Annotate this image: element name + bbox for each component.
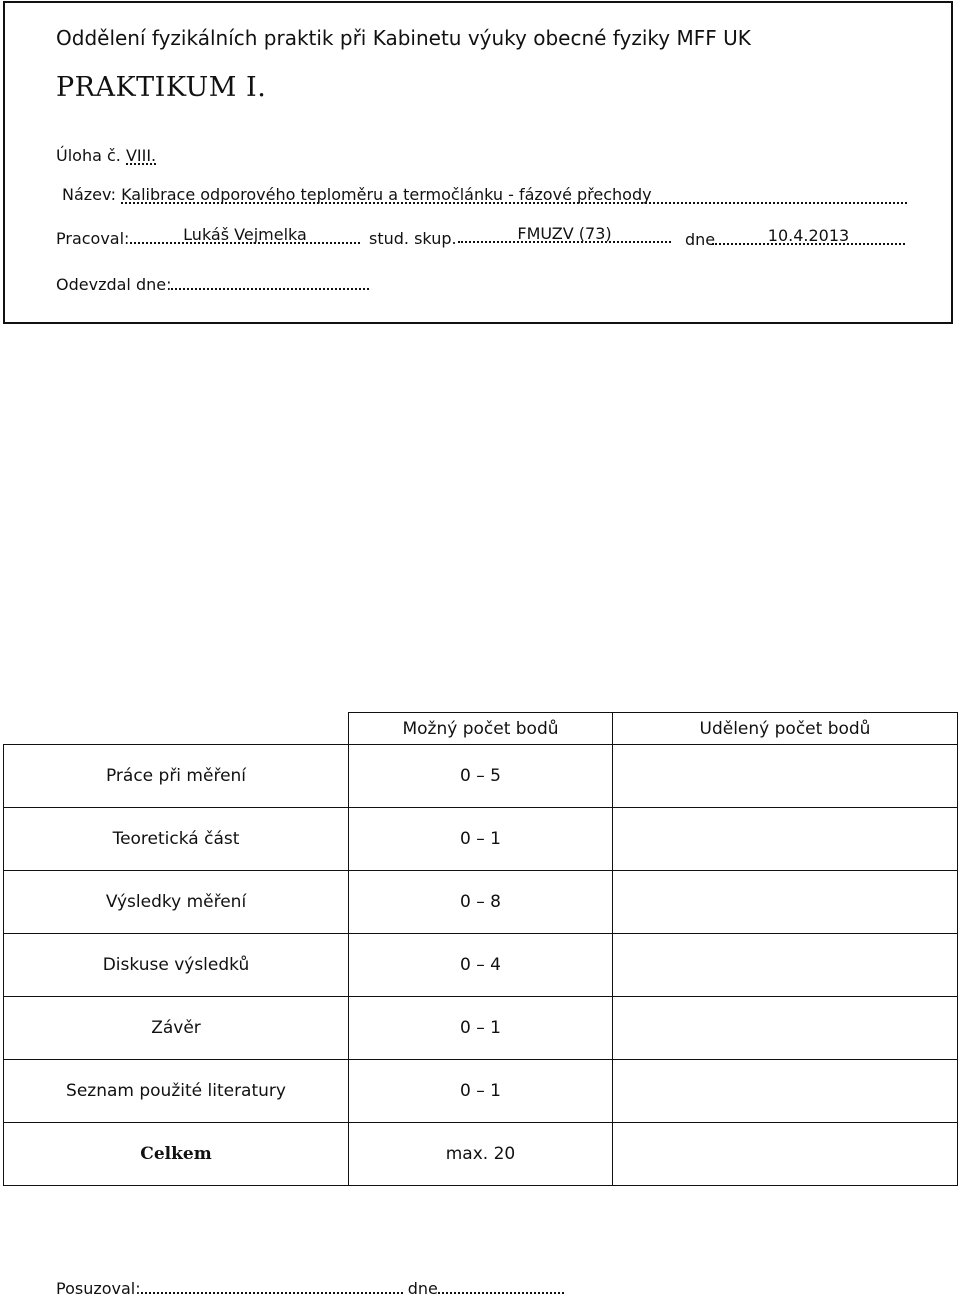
worked-value: Lukáš Vejmelka — [130, 228, 360, 244]
worked-label: Pracoval: — [56, 229, 130, 248]
submitted-blank[interactable] — [171, 276, 369, 290]
reviewer-blank[interactable] — [141, 1280, 403, 1294]
name-row — [62, 185, 907, 204]
row-label: Výsledky měření — [4, 871, 349, 934]
row-awarded[interactable] — [613, 934, 958, 997]
row-possible: 0 – 5 — [349, 745, 613, 808]
group-value: FMUZV (73) — [458, 227, 671, 243]
row-label: Závěr — [4, 997, 349, 1060]
row-awarded[interactable] — [613, 997, 958, 1060]
column-header-possible: Možný počet bodů — [349, 713, 613, 745]
column-header-awarded: Udělený počet bodů — [613, 713, 958, 745]
total-label: Celkem — [4, 1123, 349, 1186]
row-label: Diskuse výsledků — [4, 934, 349, 997]
group-label: stud. skup. — [369, 229, 457, 248]
task-label: Úloha č. — [56, 146, 121, 165]
table-total-row — [4, 1123, 958, 1186]
name-label: Název: — [62, 185, 116, 204]
table-row — [4, 745, 958, 808]
name-value: Kalibrace odporového teploměru a termočlánku - fázové přechody — [121, 187, 907, 204]
footer-date-label: dne — [407, 1279, 438, 1298]
reviewer-label: Posuzoval: — [56, 1279, 141, 1298]
row-label: Teoretická část — [4, 808, 349, 871]
row-possible: 0 – 1 — [349, 1060, 613, 1123]
row-possible: 0 – 8 — [349, 871, 613, 934]
page-title: PRAKTIKUM I. — [56, 72, 267, 103]
table-row — [4, 871, 958, 934]
department-line: Oddělení fyzikálních praktik při Kabinetu výuky obecné fyziky MFF UK — [56, 26, 751, 50]
submitted-label: Odevzdal dne: — [56, 275, 172, 294]
row-possible: 0 – 1 — [349, 808, 613, 871]
table-row — [4, 808, 958, 871]
row-awarded[interactable] — [613, 871, 958, 934]
total-possible: max. 20 — [349, 1123, 613, 1186]
table-row — [4, 1060, 958, 1123]
date-label: dne — [685, 230, 716, 249]
row-awarded[interactable] — [613, 808, 958, 871]
table-row — [4, 997, 958, 1060]
table-header-row — [4, 713, 958, 745]
row-label: Seznam použité literatury — [4, 1060, 349, 1123]
row-possible: 0 – 4 — [349, 934, 613, 997]
task-row — [56, 146, 156, 165]
row-awarded[interactable] — [613, 745, 958, 808]
row-label: Práce při měření — [4, 745, 349, 808]
task-number: VIII. — [125, 146, 157, 165]
submitted-row — [56, 275, 369, 294]
row-possible: 0 – 1 — [349, 997, 613, 1060]
date-value: 10.4.2013 — [712, 229, 905, 245]
footer-row — [56, 1279, 564, 1298]
table-corner-cell — [4, 713, 349, 745]
table-row — [4, 934, 958, 997]
total-awarded[interactable] — [613, 1123, 958, 1186]
footer-date-blank[interactable] — [438, 1280, 564, 1294]
row-awarded[interactable] — [613, 1060, 958, 1123]
score-table — [3, 712, 958, 1186]
